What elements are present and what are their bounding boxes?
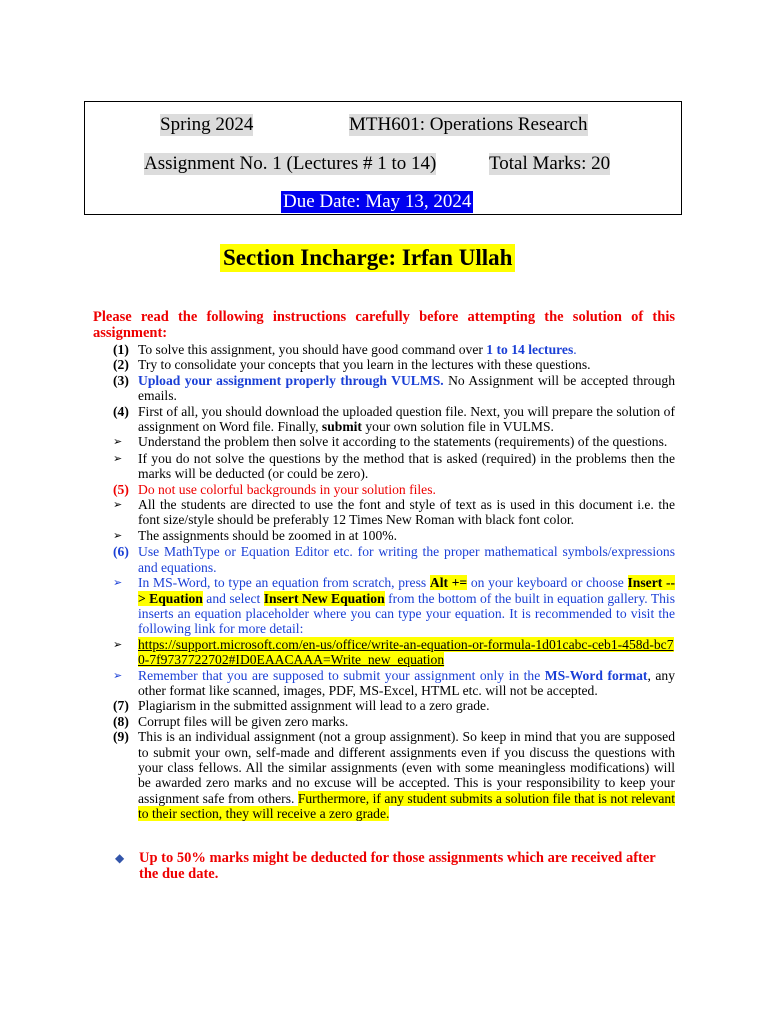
arrow-bullet-icon: ➢ (113, 638, 123, 651)
arrow-bullet-icon: ➢ (113, 529, 123, 542)
list-item: ➢ The assignments should be zoomed in at 100%. (113, 527, 397, 543)
list-item: (4) First of all, you should download the uploaded question file. Next, you will prepare the solution of assignment on Word file. Finally, submit your own solution file in VULMS. (113, 403, 675, 435)
assignment-title: Assignment No. 1 (Lectures # 1 to 14) (144, 153, 437, 174)
semester-label: Spring 2024 (160, 114, 254, 135)
list-item: (9) This is an individual assignment (not a group assignment). So keep in mind that you are supposed to submit your own, self-made and different assignments even if you discuss the questions with your class fellows. All the similar assignments (even with some meaningless modifications) will be awarded zero marks and no excuse will be accepted. This is your responsibility to keep your assignment safe from others. Furthermore, if any student submits a solution file that is not relevant to their section, they will receive a zero grade. (113, 729, 675, 822)
arrow-bullet-icon: ➢ (113, 436, 123, 449)
list-item: (3) Upload your assignment properly through VULMS. No Assignment will be accepted through emails. (113, 372, 675, 404)
list-item: (7) Plagiarism in the submitted assignment will lead to a zero grade. (113, 698, 490, 714)
list-item: ➢ In MS-Word, to type an equation from scratch, press Alt += on your keyboard or choose Insert --> Equation and select Insert New Equation from the bottom of the built in equation gallery. This inserts an equation placeholder where you can type your equation. It is recommended to visit the following link for more detail: (113, 575, 675, 637)
list-item: (1) To solve this assignment, you should have good command over 1 to 14 lectures. (113, 342, 577, 357)
course-title: MTH601: Operations Research (349, 114, 588, 135)
list-item: ➢ Remember that you are supposed to submit your assignment only in the MS-Word format, any other format like scanned, images, PDF, MS-Excel, HTML etc. will not be accepted. (113, 667, 675, 698)
equation-help-link[interactable]: https://support.microsoft.com/en-us/office/write-an-equation-or-formula-1d01cabc-ceb1-458d-bc70-7f9737722702#ID0EAACAAA=Write_new_equation (138, 636, 674, 668)
arrow-bullet-icon: ➢ (113, 452, 123, 465)
instructions-list (113, 342, 675, 822)
list-item: ➢ Understand the problem then solve it according to the statements (requirements) of the questions. (113, 434, 668, 450)
total-marks: Total Marks: 20 (489, 153, 611, 174)
list-item (113, 637, 675, 668)
list-item: ➢ If you do not solve the questions by the method that is asked (required) in the problems then the marks will be deducted (or could be zero). (113, 450, 675, 482)
list-item: (2) Try to consolidate your concepts that you learn in the lectures with these questions. (113, 357, 591, 373)
header-box (84, 101, 682, 215)
due-date: Due Date: May 13, 2024 (283, 191, 472, 212)
late-penalty-text: Up to 50% marks might be deducted for those assignments which are received after the due date. (139, 850, 656, 882)
section-title: Section Incharge: Irfan Ullah (220, 244, 515, 272)
arrow-bullet-icon: ➢ (113, 577, 123, 590)
list-item: ➢ All the students are directed to use the font and style of text as is used in this document i.e. the font size/style should be preferably 12 Times New Roman with black font color. (113, 497, 675, 528)
late-penalty-note (115, 850, 675, 882)
arrow-bullet-icon: ➢ (113, 499, 123, 512)
list-item: (6) Use MathType or Equation Editor etc. for writing the proper mathematical symbols/expressions and equations. (113, 544, 675, 575)
pin-bullet-icon: ◆ (115, 851, 125, 865)
arrow-bullet-icon: ➢ (113, 669, 123, 682)
instructions-intro: Please read the following instructions carefully before attempting the solution of this assignment: (93, 309, 675, 341)
list-item: (8) Corrupt files will be given zero marks. (113, 713, 349, 729)
list-item: (5) Do not use colorful backgrounds in your solution files. (113, 481, 436, 497)
